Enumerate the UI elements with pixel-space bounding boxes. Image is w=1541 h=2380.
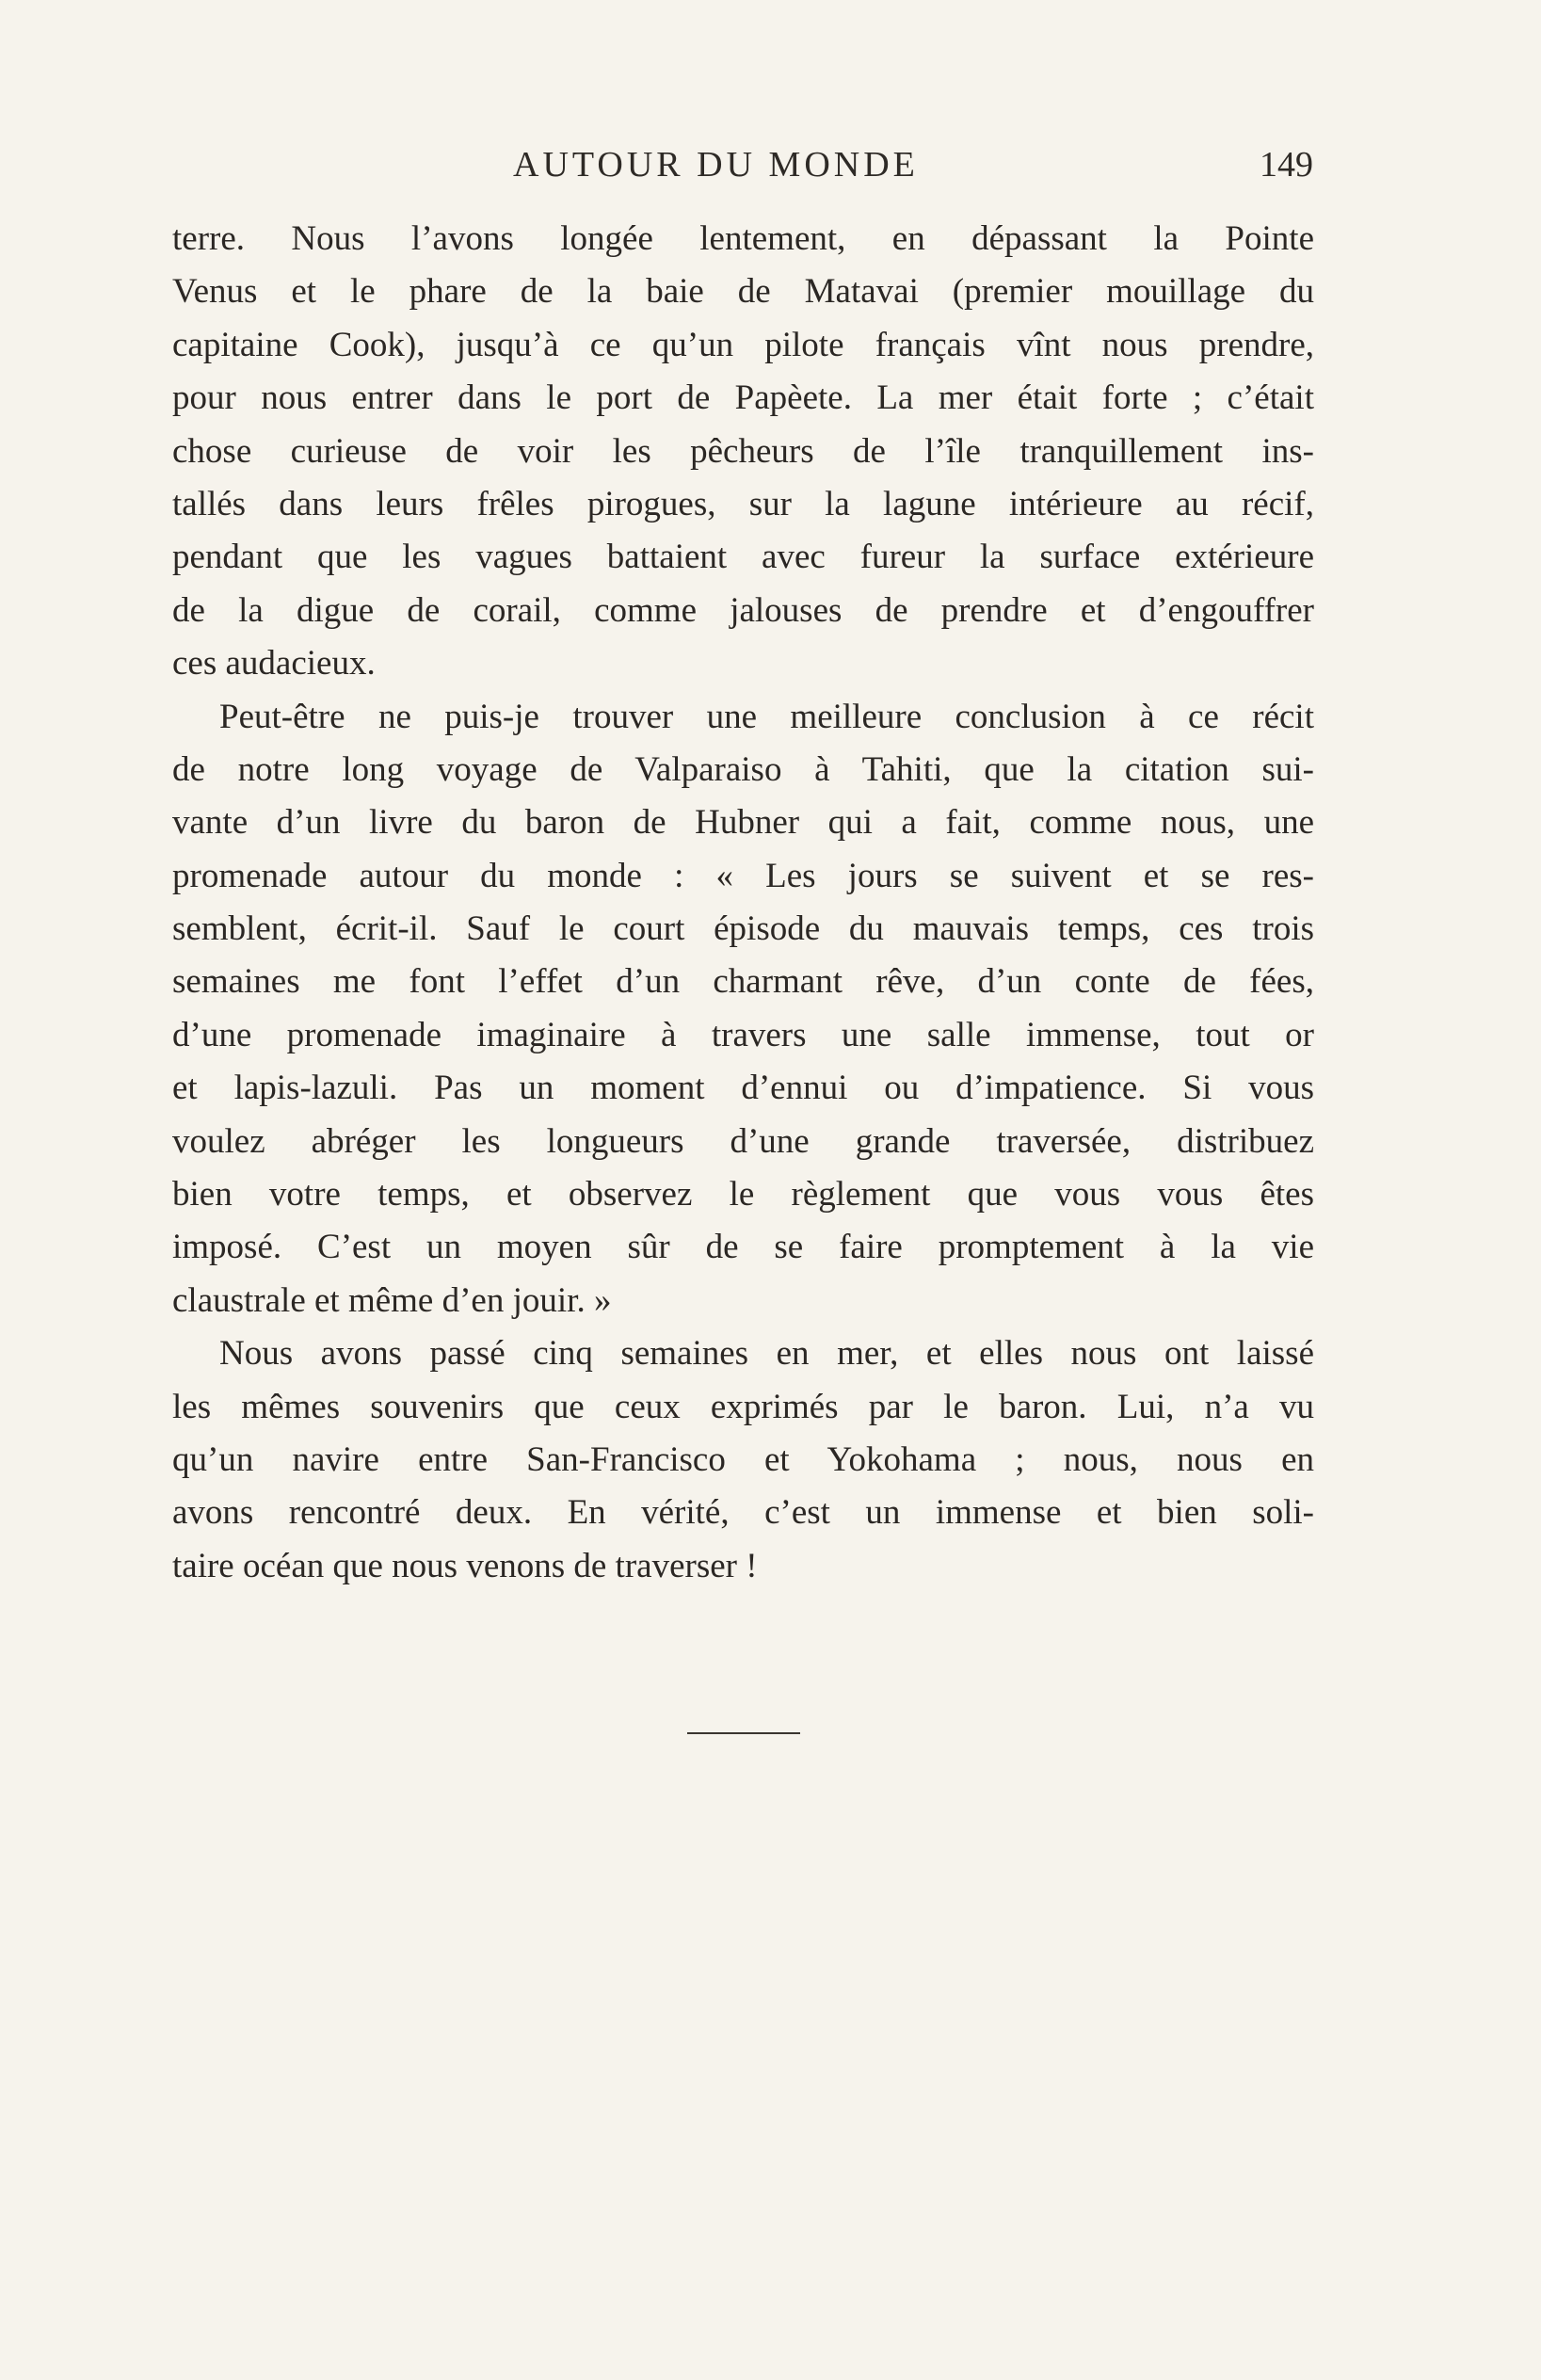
- text-line: avons rencontré deux. En vérité, c’est un immense et bien soli-: [172, 1493, 1314, 1533]
- text-line: promenade autour du monde : « Les jours se suivent et se res-: [172, 856, 1314, 895]
- text-line: d’une promenade imaginaire à travers une salle immense, tout or: [172, 1015, 1314, 1054]
- text-line: qu’un navire entre San-Francisco et Yokohama ; nous, nous en: [172, 1439, 1314, 1479]
- text-line: Nous avons passé cinq semaines en mer, et elles nous ont laissé: [219, 1334, 1314, 1374]
- text-line: claustrale et même d’en jouir. »: [172, 1280, 612, 1320]
- text-line: pendant que les vagues battaient avec fureur la surface extérieure: [172, 538, 1314, 577]
- text-line: taire océan que nous venons de traverser !: [172, 1546, 758, 1585]
- text-line: chose curieuse de voir les pêcheurs de l’île tranquillement ins-: [172, 431, 1314, 471]
- running-title: AUTOUR DU MONDE: [513, 145, 919, 185]
- text-line: bien votre temps, et observez le règlement que vous vous êtes: [172, 1175, 1314, 1214]
- text-line: semaines me font l’effet d’un charmant rêve, d’un conte de fées,: [172, 962, 1314, 1002]
- text-line: tallés dans leurs frêles pirogues, sur la lagune intérieure au récif,: [172, 484, 1314, 523]
- page-header: [174, 141, 1313, 188]
- text-line: ces audacieux.: [172, 644, 376, 683]
- text-line: capitaine Cook), jusqu’à ce qu’un pilote français vînt nous prendre,: [172, 325, 1314, 364]
- section-end-rule: [687, 1732, 800, 1734]
- body-text: [172, 213, 1314, 1593]
- text-line: pour nous entrer dans le port de Papèete. La mer était forte ; c’était: [172, 378, 1314, 418]
- page-number: 149: [1260, 145, 1313, 185]
- text-line: voulez abréger les longueurs d’une grande traversée, distribuez: [172, 1121, 1314, 1161]
- text-line: semblent, écrit-il. Sauf le court épisode du mauvais temps, ces trois: [172, 909, 1314, 949]
- text-line: imposé. C’est un moyen sûr de se faire promptement à la vie: [172, 1228, 1314, 1267]
- text-line: Peut-être ne puis-je trouver une meilleure conclusion à ce récit: [219, 697, 1314, 736]
- text-line: de la digue de corail, comme jalouses de prendre et d’engouffrer: [172, 590, 1314, 630]
- text-line: Venus et le phare de la baie de Matavai (premier mouillage du: [172, 272, 1314, 312]
- text-line: les mêmes souvenirs que ceux exprimés par le baron. Lui, n’a vu: [172, 1387, 1314, 1426]
- text-line: et lapis-lazuli. Pas un moment d’ennui ou d’impatience. Si vous: [172, 1069, 1314, 1108]
- text-line: terre. Nous l’avons longée lentement, en dépassant la Pointe: [172, 219, 1314, 258]
- text-line: vante d’un livre du baron de Hubner qui a fait, comme nous, une: [172, 803, 1314, 843]
- text-line: de notre long voyage de Valparaiso à Tahiti, que la citation sui-: [172, 749, 1314, 789]
